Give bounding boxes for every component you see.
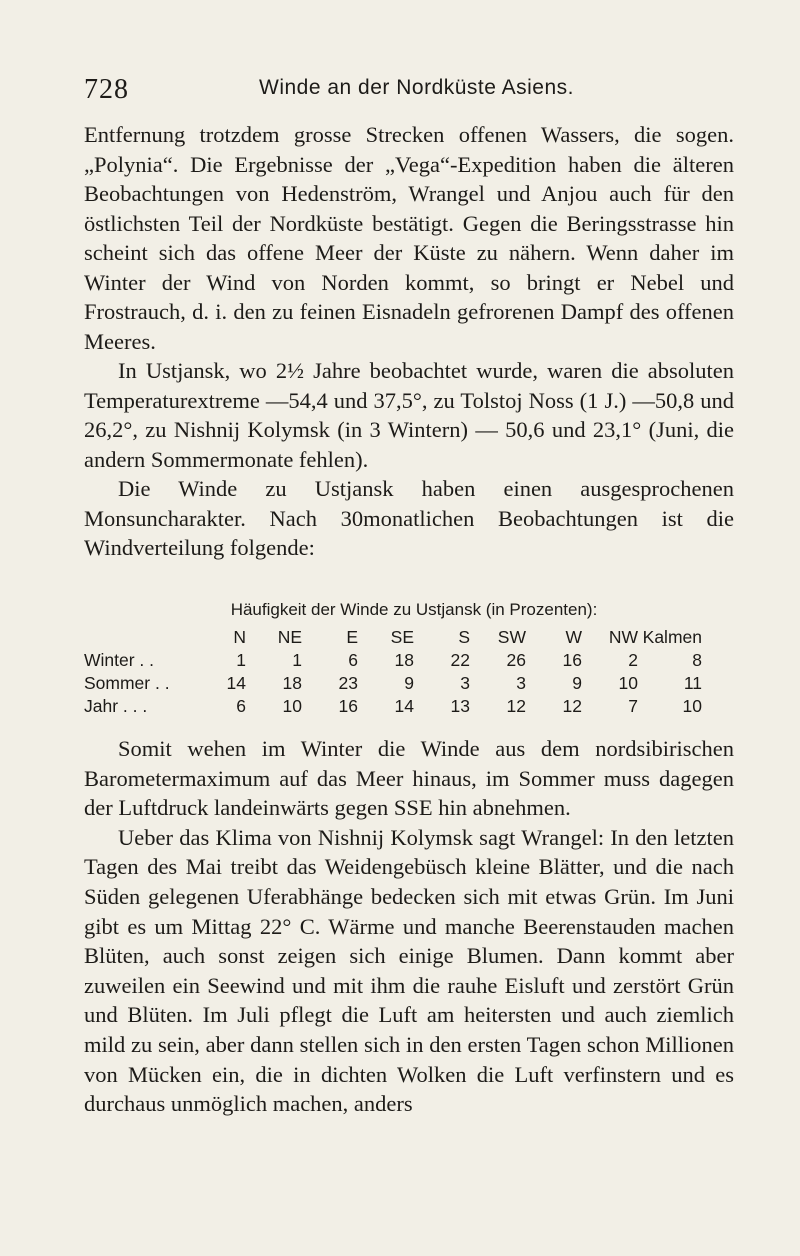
table-cell: 26 bbox=[506, 650, 526, 670]
paragraph-1: Entfernung trotzdem grosse Strecken offenen Wassers, die sogen. „Polynia“. Die Ergebnisse der „Vega“-Expedition haben die älteren Beobachtungen von Hedenström, Wrangel und Anjou auch für den östlichsten Teil der Nordküste bestätigt. Gegen die Beringsstrasse hin scheint sich das offene Meer der Küste zu nähern. Wenn daher im Winter der Wind von Norden kommt, so bringt er Nebel und Frostrauch, d. i. den zu feinen Eisnadeln gefrorenen Dampf des offenen Meeres. bbox=[84, 122, 734, 354]
table-cell: 10 bbox=[282, 696, 302, 716]
running-title: Winde an der Nordküste Asiens. bbox=[259, 76, 574, 99]
column-header: Kalmen bbox=[642, 627, 702, 647]
table-cell: 1 bbox=[236, 650, 246, 670]
paragraph-3: Die Winde zu Ustjansk haben einen ausgesprochenen Monsuncharakter. Nach 30monatlichen Beobachtungen ist die Windverteilung folgende: bbox=[84, 476, 734, 560]
body-text-bottom bbox=[84, 734, 734, 1119]
column-header: SE bbox=[390, 627, 414, 647]
row-label: Sommer . . bbox=[84, 673, 170, 693]
paragraph-4: Somit wehen im Winter die Winde aus dem nordsibirischen Barometermaximum auf das Meer hinaus, im Sommer muss dagegen der Luftdruck landeinwärts gegen SSE hin abnehmen. bbox=[84, 736, 734, 821]
column-header: N bbox=[233, 627, 246, 647]
table-cell: 7 bbox=[628, 696, 638, 716]
table-cell: 9 bbox=[404, 673, 414, 693]
table-cell: 6 bbox=[236, 696, 246, 716]
table-cell: 14 bbox=[226, 673, 246, 693]
table-cell: 16 bbox=[562, 650, 582, 670]
table-cell: 3 bbox=[460, 673, 470, 693]
column-header: NW bbox=[608, 627, 638, 647]
page-number: 728 bbox=[84, 74, 129, 105]
paragraph-5: Ueber das Klima von Nishnij Kolymsk sagt Wrangel: In den letzten Tagen des Mai treibt das Weidengebüsch kleine Blätter, und die nach Süden gelegenen Uferabhänge bedecken sich mit etwas Grün. Im Juni gibt es um Mittag 22° C. Wärme und manche Beerenstauden machen Blüten, auch sonst zeigen sich einige Blumen. Dann kommt aber zuweilen ein Seewind und mit ihm die rauhe Eisluft und zerstört Grün und Blüten. Im Juli pflegt die Luft am heitersten und auch ziemlich mild zu sein, aber dann stellen sich in den ersten Tagen schon Millionen von Mücken ein, die in dichten Wolken die Luft verfinstern und es durchaus unmöglich machen, anders bbox=[84, 824, 734, 1117]
table-cell: 3 bbox=[516, 673, 526, 693]
column-header: W bbox=[565, 627, 582, 647]
body-text-top bbox=[84, 120, 734, 563]
table-cell: 2 bbox=[628, 650, 638, 670]
table-cell: 10 bbox=[618, 673, 638, 693]
table-cell: 10 bbox=[682, 696, 702, 716]
row-label: Jahr . . . bbox=[84, 696, 148, 716]
wind-frequency-table-block bbox=[84, 600, 744, 718]
table-cell: 12 bbox=[562, 696, 582, 716]
table-row bbox=[84, 695, 702, 718]
table-header-row bbox=[84, 626, 702, 649]
column-header: SW bbox=[497, 627, 526, 647]
table-cell: 1 bbox=[292, 650, 302, 670]
table-cell: 13 bbox=[450, 696, 470, 716]
column-header: NE bbox=[277, 627, 302, 647]
table-cell: 6 bbox=[348, 650, 358, 670]
table-cell: 18 bbox=[282, 673, 302, 693]
wind-frequency-table bbox=[84, 626, 702, 718]
row-label: Winter . . bbox=[84, 650, 155, 670]
paragraph-2: In Ustjansk, wo 2½ Jahre beobachtet wurde, waren die absoluten Temperaturextreme —54,4 und 37,5°, zu Tolstoj Noss (1 J.) —50,8 und 26,2°, zu Nishnij Kolymsk (in 3 Wintern) — 50,6 und 23,1° (Juni, die andern Sommermonate fehlen). bbox=[84, 358, 734, 472]
page-header bbox=[84, 74, 724, 108]
table-cell: 14 bbox=[394, 696, 414, 716]
table-cell: 16 bbox=[338, 696, 358, 716]
table-row bbox=[84, 649, 702, 672]
table-cell: 12 bbox=[506, 696, 526, 716]
table-cell: 9 bbox=[572, 673, 582, 693]
column-header: E bbox=[346, 627, 358, 647]
table-cell: 23 bbox=[338, 673, 358, 693]
table-cell: 8 bbox=[692, 650, 702, 670]
table-row bbox=[84, 672, 702, 695]
table-cell: 22 bbox=[450, 650, 470, 670]
table-cell: 11 bbox=[683, 673, 702, 693]
table-cell: 18 bbox=[394, 650, 414, 670]
column-header: S bbox=[458, 627, 470, 647]
table-corner bbox=[84, 626, 190, 649]
table-caption: Häufigkeit der Winde zu Ustjansk (in Prozenten): bbox=[230, 600, 598, 619]
